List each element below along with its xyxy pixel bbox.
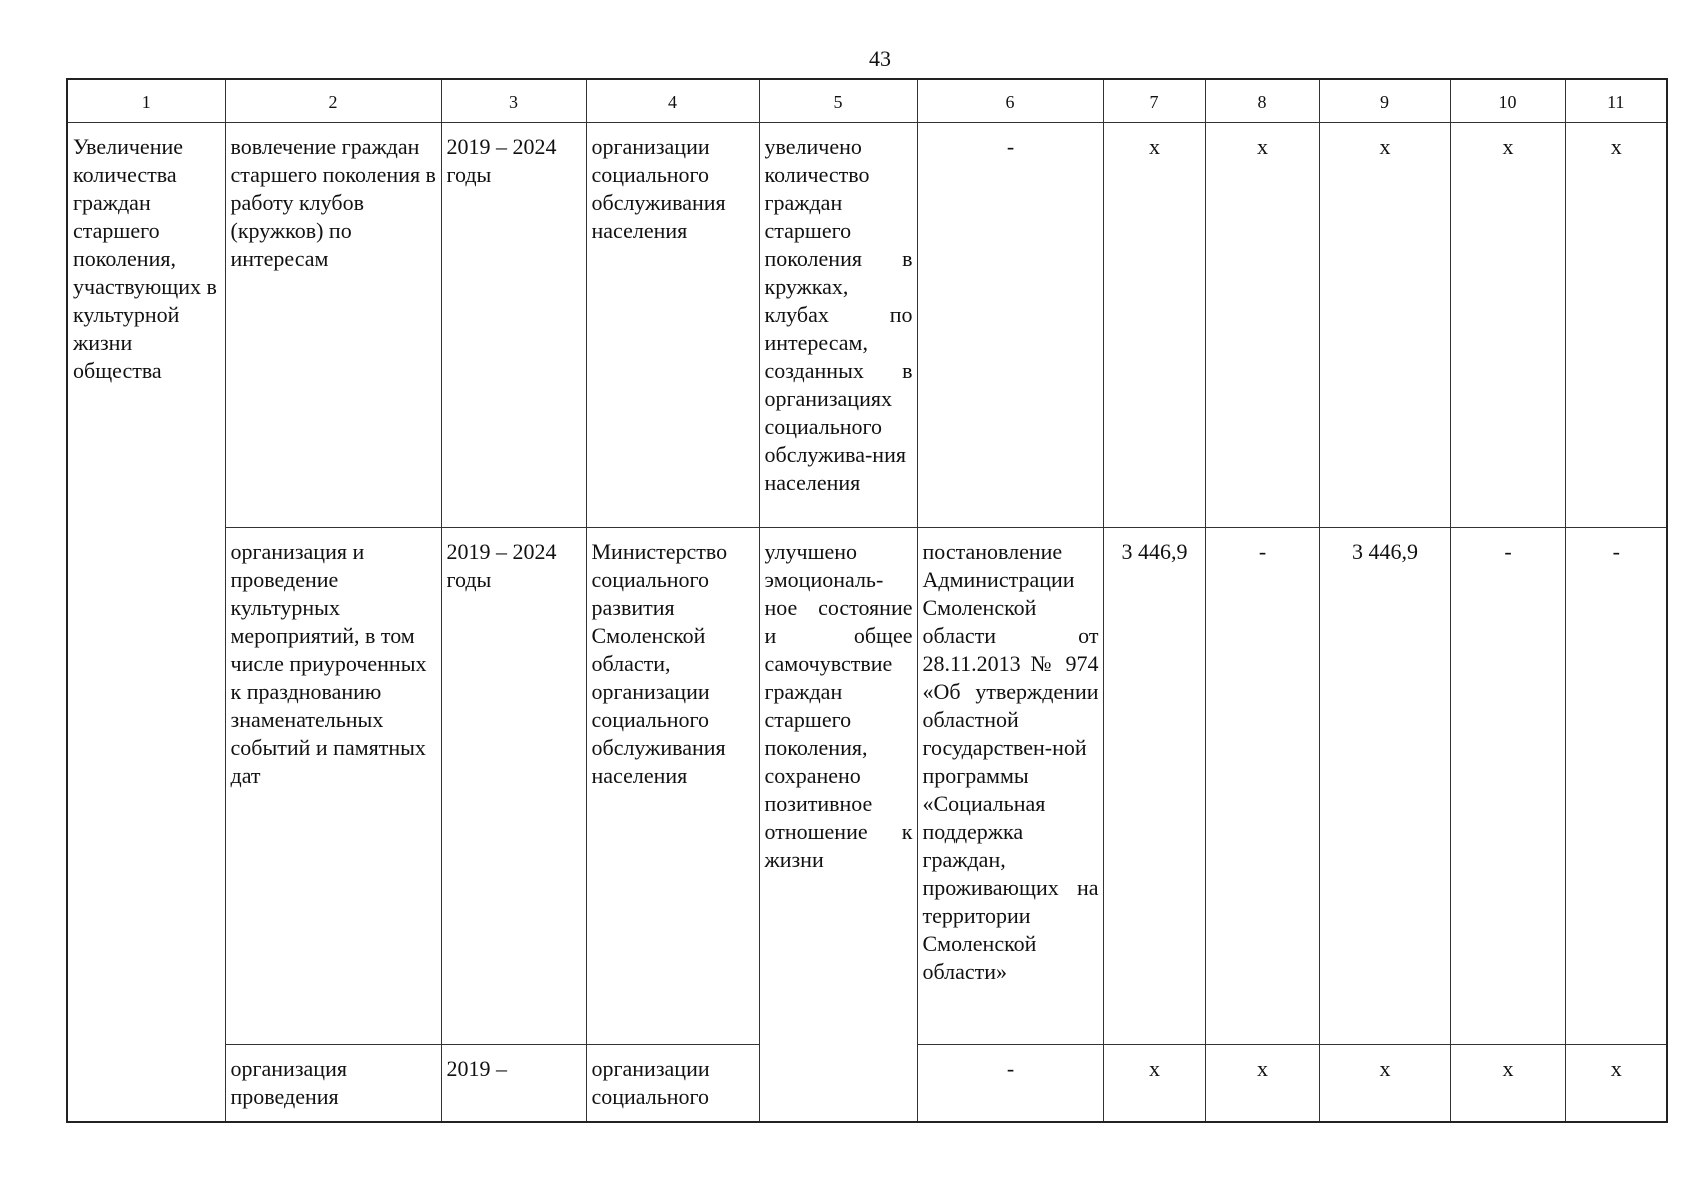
activity-cell: вовлечение граждан старшего поколения в работу клубов (кружков) по интересам: [225, 123, 441, 528]
activity-cell: организация проведения: [225, 1045, 441, 1123]
column-header-1: 1: [67, 79, 225, 123]
column-header-11: 11: [1565, 79, 1667, 123]
page-number: 43: [869, 46, 891, 71]
column-header-2: 2: [225, 79, 441, 123]
activity-cell: организация и проведение культурных мероприятий, в том числе приуроченных к празднованию знаменательных событий и памятных дат: [225, 528, 441, 1045]
column-header-10: 10: [1450, 79, 1565, 123]
column-header-5: 5: [759, 79, 917, 123]
legal-act-cell: постановление Администрации Смоленской области от 28.11.2013 № 974 «Об утверждении областной государствен-ной программы «Социальная поддержка граждан, проживающих на территории Смоленской области»: [917, 528, 1103, 1045]
column-header-7: 7: [1103, 79, 1205, 123]
program-activities-table: [66, 78, 1668, 1123]
result-cell: улучшено эмоциональ-ное состояние и общее самочувствие граждан старшего поколения, сохранено позитивное отношение к жизни: [759, 528, 917, 1123]
funding-total-cell: х: [1103, 1045, 1205, 1123]
funding-col9-cell: 3 446,9: [1319, 528, 1450, 1045]
funding-col11-cell: -: [1565, 528, 1667, 1045]
period-cell: 2019 –: [441, 1045, 586, 1123]
table-row: [67, 123, 1667, 528]
funding-col9-cell: х: [1319, 1045, 1450, 1123]
funding-total-cell: 3 446,9: [1103, 528, 1205, 1045]
column-header-3: 3: [441, 79, 586, 123]
funding-col11-cell: х: [1565, 123, 1667, 528]
funding-col8-cell: -: [1205, 528, 1319, 1045]
funding-col8-cell: х: [1205, 123, 1319, 528]
column-header-6: 6: [917, 79, 1103, 123]
column-header-9: 9: [1319, 79, 1450, 123]
legal-act-cell: -: [917, 123, 1103, 528]
funding-col8-cell: х: [1205, 1045, 1319, 1123]
period-cell: 2019 – 2024 годы: [441, 528, 586, 1045]
header-row: [67, 79, 1667, 123]
legal-act-cell: -: [917, 1045, 1103, 1123]
funding-col10-cell: х: [1450, 1045, 1565, 1123]
executor-cell: Министерство социального развития Смоленской области, организации социального обслуживания населения: [586, 528, 759, 1045]
funding-col9-cell: х: [1319, 123, 1450, 528]
period-cell: 2019 – 2024 годы: [441, 123, 586, 528]
funding-total-cell: х: [1103, 123, 1205, 528]
funding-col11-cell: х: [1565, 1045, 1667, 1123]
executor-cell: организации социального обслуживания населения: [586, 123, 759, 528]
column-header-4: 4: [586, 79, 759, 123]
funding-col10-cell: -: [1450, 528, 1565, 1045]
executor-cell: организации социального: [586, 1045, 759, 1123]
funding-col10-cell: х: [1450, 123, 1565, 528]
table-row: [67, 528, 1667, 1045]
goal-cell: Увеличение количества граждан старшего поколения, участвующих в культурной жизни общества: [67, 123, 225, 1123]
result-cell: увеличено количество граждан старшего поколения в кружках, клубах по интересам, созданных в организациях социального обслужива-ния населения: [759, 123, 917, 528]
column-header-8: 8: [1205, 79, 1319, 123]
